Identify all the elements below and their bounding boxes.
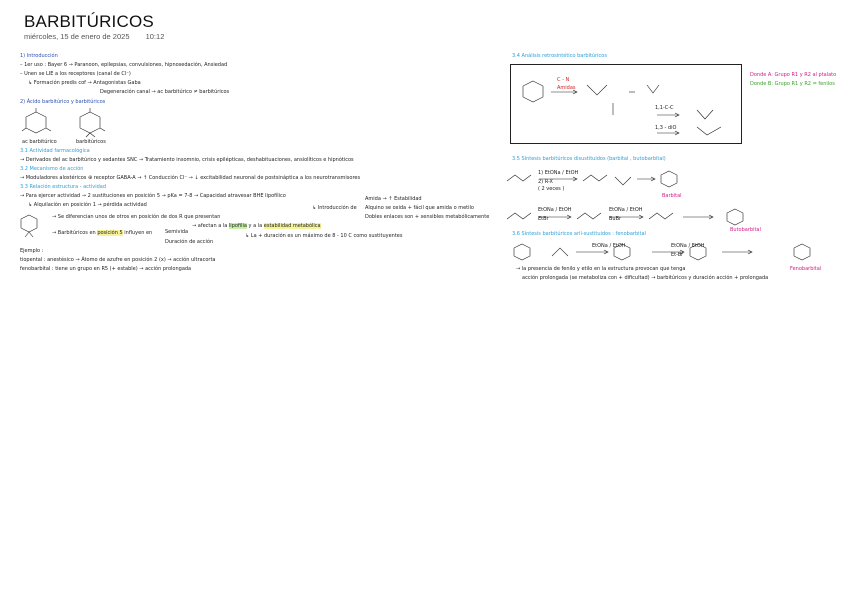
example-thiopental: tiopental : anestésico → Átomo de azufre en posición 2 (x) → acción ultracorta [20,257,216,263]
intro-line-1: – 1er uso : Bayer 6 → Paranoon, epilepsias, convulsiones, hipnosedación, Ansiedad [20,62,228,68]
sar-line-7 [52,230,152,236]
product-butobarbital: Butobarbital [730,227,761,233]
page-date: miércoles, 15 de enero de 2025 [24,32,130,41]
aryl-note-2: acción prolongada (se metaboliza con + dificultad) → barbitúricos y duración acción + prolongada [522,275,769,281]
mechanism-line-1: → Moduladores alostéricos ⊕ receptor GABA-A → ↑ Conducción Cl⁻ → ↓ excitabilidad neuronal de postsináptica a los neurotransmisores [20,175,361,181]
barbiturate-structure [76,108,116,138]
side-note-a: Donde A: Grupo R1 y R2 al ptalato [750,72,837,78]
product-barbital: Barbital [662,193,682,199]
sar-l7-text: → Barbitúricos en [52,230,96,236]
aryl-note-1: → la presencia de fenilo y etilo en la estructura provocan que tenga [516,266,686,272]
activity-line-1: → Derivados del ac barbitúrico y sedantes SNC → Tratamiento insomnio, crisis epilépticas, deshabituaciones, ansiolíticos e hipnóticos [20,157,354,163]
side-note-b: Donde B: Grupo R1 y R2 = fenilos [750,81,835,87]
example-phenobarbital: fenobarbital : tiene un grupo en R5 (+ estable) → acción prolongada [20,266,192,272]
intro-line-4: Degeneración canal → ac barbitúrico ≠ barbitúricos [100,89,230,95]
barbiturate-ring-small [18,212,42,240]
section-activity-title: 3.1 Actividad farmacológica [20,148,90,154]
section-intro-title: 1) Introducción [20,53,58,59]
barbituric-acid-structure [22,108,62,138]
section-aryl-title: 3.6 Síntesis barbitúricos aril-sustituidos : fenobarbital [512,231,646,237]
retrosynthesis-scheme [517,75,737,137]
retrosynthesis-box [510,64,742,144]
sar-amide: Amida → ↑ Estabilidad [365,196,422,202]
butobarbital-reagent-2: EtBr [538,216,549,222]
sar-half-life: Semivida [165,229,189,235]
butobarbital-reagent-1: EtONa / EtOH [538,207,572,213]
sar-lipophilicity: lipofilia [228,223,247,229]
barbital-reagent-2: 2) R-X [538,179,553,185]
retro-label-1-3: 1,3 - diO [655,125,677,131]
retro-label-amides: Amidas [557,85,576,91]
phenobarbital-reagent-1: EtONa / EtOH [592,243,626,249]
phenobarbital-reagent-3: Et-Br [671,252,684,258]
intro-line-2: – Unen se LIE a los receptores (canal de Cl⁻) [20,71,131,77]
barbital-reagent-3: ( 2 veces ) [538,186,565,192]
sar-introduction: ↳ Introducción de [312,205,357,211]
sar-line-2: ↳ Alquilación en posición 1 → pérdida actividad [28,202,147,208]
page-time: 10:12 [145,32,165,41]
butobarbital-reagent-4: BuBr [609,216,622,222]
retro-label-cn: C - N [557,77,570,83]
phenobarbital-reagent-2: EtONa / EtOH [671,243,705,249]
section-retrosynthesis-title: 3.4 Análisis retrosintético barbitúricos [512,53,607,59]
sar-double-bonds: Dobles enlaces son + sensibles metabólicamente [365,214,490,220]
sar-metabolic-stability: estabilidad metabólica [263,223,321,229]
sar-alkyne: Alquino se oxida + fácil que amida o metilo [365,205,474,211]
sar-duration: Duración de acción [165,239,214,245]
barbital-reagent-1: 1) EtONa / EtOH [538,170,579,176]
sar-line-1: → Para ejercer actividad → 2 sustituciones en posición 5 → pKa = 7-8 → Capacidad atravesar BHE lipofílico [20,193,286,199]
intro-line-3: ↳ Formación predis cof → Antagonistas Gaba [28,80,141,86]
sar-affects-text: → afectan a la [192,223,228,229]
retro-label-1-1: 1,1-C-C [655,105,674,111]
page-meta [24,32,178,41]
section-sar-title: 3.3 Relación estructura - actividad [20,184,107,190]
barbital-synthesis-scheme [505,167,695,195]
sar-position-5: posición 5 [97,230,123,236]
product-phenobarbital: Fenobarbital [790,266,822,272]
section-mechanism-title: 3.2 Mecanismo de acción [20,166,84,172]
butobarbital-reagent-3: EtONa / EtOH [609,207,643,213]
page-title: BARBITÚRICOS [24,12,154,31]
sar-line-6: ↳ La + duración es un máximo de 8 - 10 C como sustituyentes [245,233,403,239]
label-barbiturates: barbitúricos [76,139,106,145]
sar-and: y a la [248,223,263,229]
section-disubst-title: 3.5 Síntesis barbitúricos disustituidos (barbital , butobarbital) [512,156,666,162]
sar-influence: influyen en [124,230,153,236]
section-acid-title: 2) Ácido barbitúrico y barbitúricos [20,99,106,105]
label-barbituric-acid: ac barbitúrico [22,139,57,145]
examples-title: Ejemplo : [20,248,44,254]
sar-affects [192,223,321,229]
sar-line-4: → Se diferencian unos de otros en posición de dos R que presentan [52,214,221,220]
